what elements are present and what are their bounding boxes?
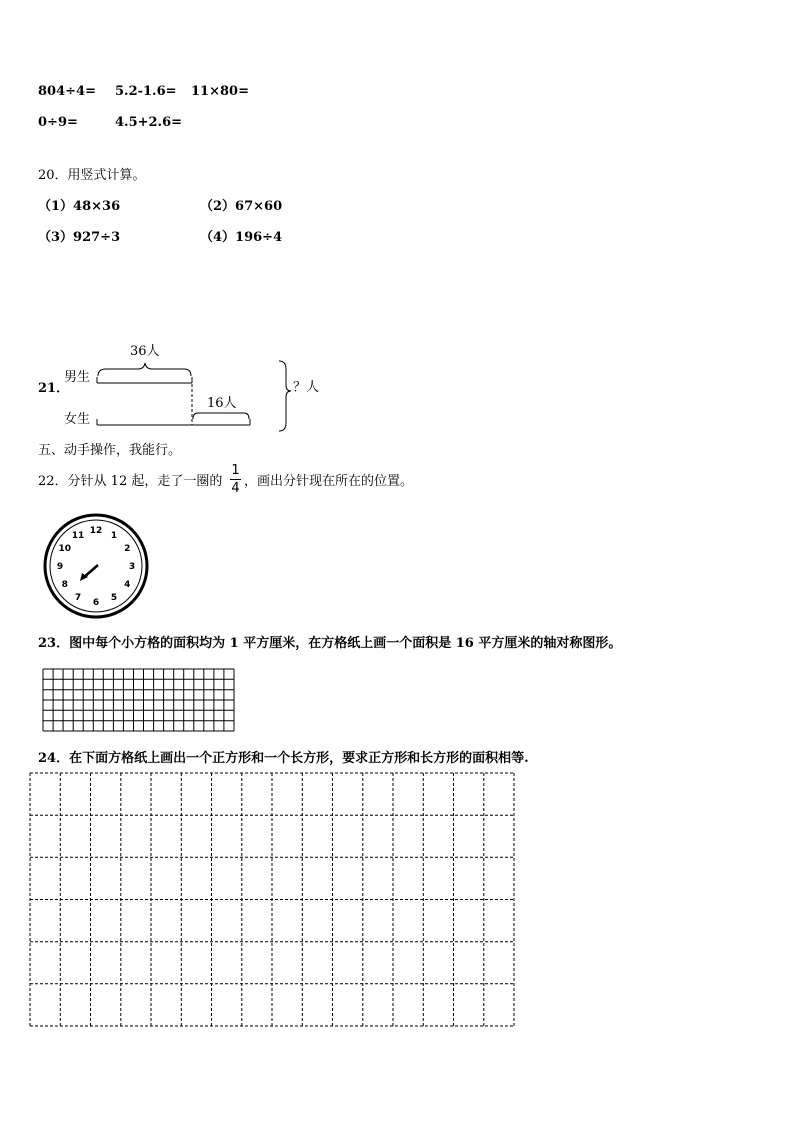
calc-804-div-4: 804÷4= (38, 84, 96, 99)
clock-number-10: 10 (58, 544, 72, 554)
total-unknown-label: ？人 (293, 380, 320, 395)
clock-number-7: 7 (74, 593, 82, 604)
clock-number-3: 3 (128, 562, 136, 572)
clock-number-1: 1 (110, 530, 118, 541)
q20-item-2: （2）67×60 (200, 199, 283, 214)
q20-item-4: （4）196÷4 (200, 230, 283, 245)
q22-text-suffix: ，画出分针现在所在的位置。 (244, 474, 414, 489)
boys-count-label: 36人 (130, 344, 160, 359)
calc-5.2-minus-1.6: 5.2-1.6= (115, 84, 177, 99)
calc-11-times-80: 11×80= (191, 84, 249, 99)
fraction-numerator: 1 (231, 463, 240, 478)
calc-4.5-plus-2.6: 4.5+2.6= (115, 115, 183, 130)
q22-text-prefix: 22．分针从 12 起，走了一圈的 (38, 474, 223, 489)
calc-0-div-9: 0÷9= (38, 115, 78, 130)
q20-title: 20．用竖式计算。 (38, 168, 146, 183)
clock-number-5: 5 (110, 593, 118, 604)
q20-item-1: （1）48×36 (38, 199, 121, 214)
q23-text: 23．图中每个小方格的面积均为 1 平方厘米，在方格纸上画一个面积是 16 平方厘米的轴对称图形。 (38, 636, 622, 651)
clock-number-11: 11 (71, 530, 85, 541)
difference-count-label: 16人 (207, 396, 237, 411)
q21-number: 21． (38, 381, 70, 396)
clock-number-2: 2 (124, 544, 131, 554)
section5-title: 五、动手操作，我能行。 (38, 443, 182, 458)
q24-text: 24．在下面方格纸上画出一个正方形和一个长方形，要求正方形和长方形的面积相等. (38, 751, 529, 766)
clock-number-6: 6 (92, 598, 100, 608)
fraction-denominator: 4 (231, 481, 240, 496)
clock-number-12: 12 (89, 526, 103, 536)
q20-item-3: （3）927÷3 (38, 230, 121, 245)
clock-number-8: 8 (61, 580, 68, 590)
clock-number-9: 9 (56, 562, 64, 572)
girls-label: 女生 (64, 412, 91, 427)
clock-number-4: 4 (124, 580, 131, 590)
boys-label: 男生 (64, 370, 91, 385)
